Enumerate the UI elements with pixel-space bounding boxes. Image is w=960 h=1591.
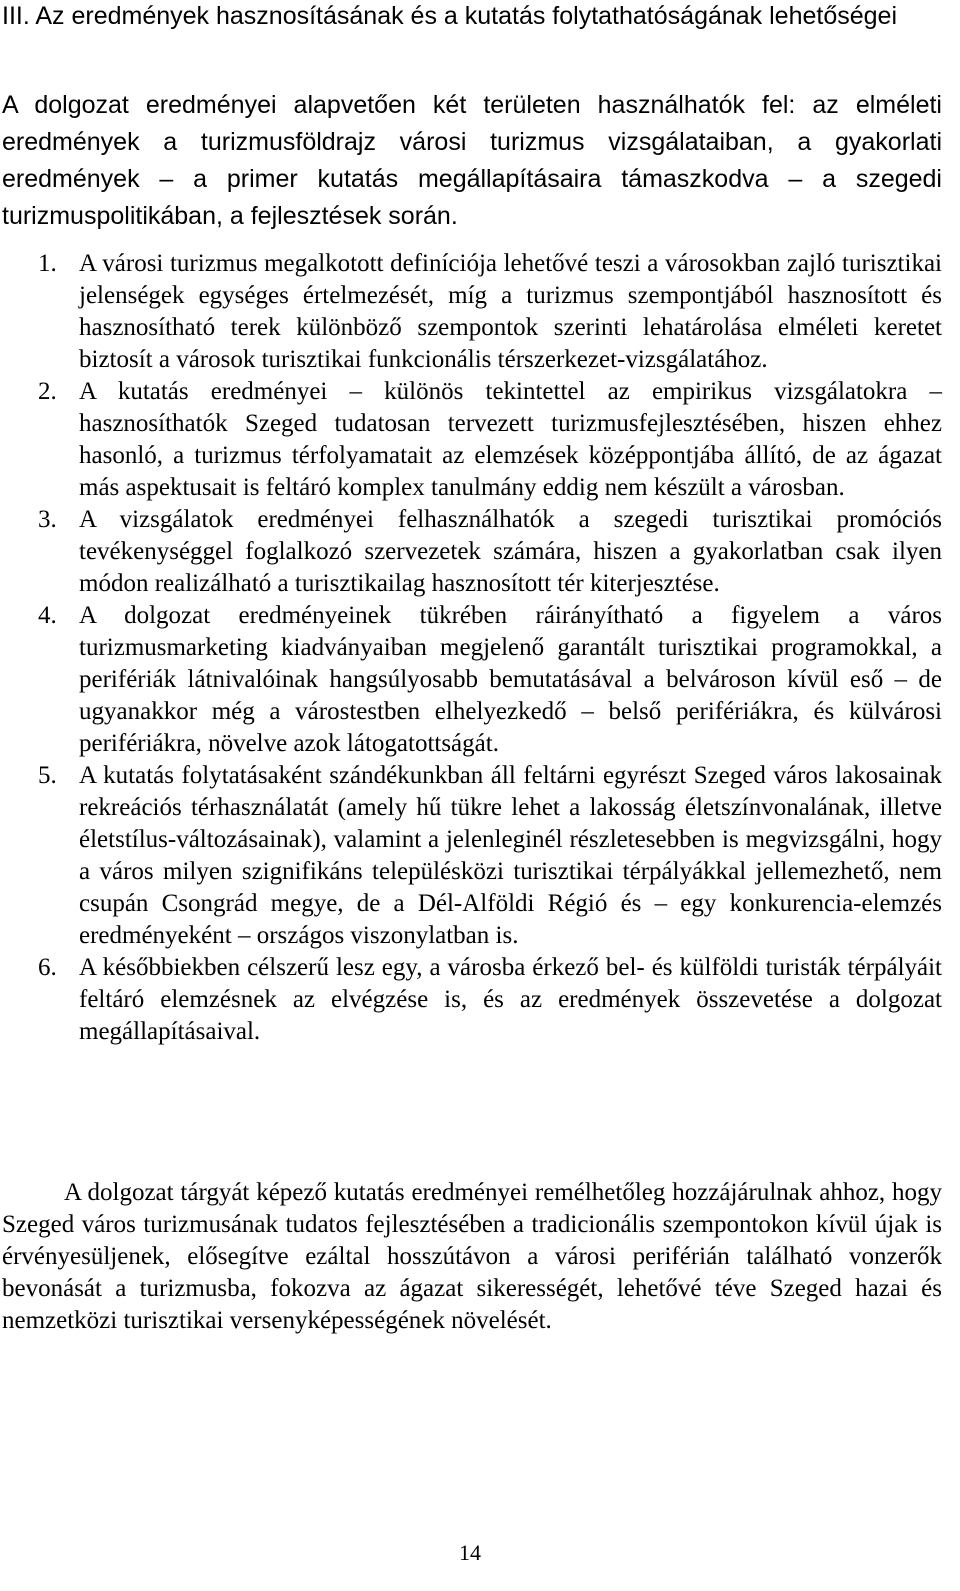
list-item xyxy=(2,952,942,1048)
list-item-number: 5. xyxy=(38,762,57,789)
list-item-text: A városi turizmus megalkotott definíciója lehetővé teszi a városokban zajló turisztikai jelenségek egységes értelmezését, míg a turizmus szempontjából hasznosított és hasznosítható terek különböző szempontok szerinti lehatárolása elméleti keretet biztosít a városok turisztikai funkcionális térszerkezet-vizsgálatához. xyxy=(79,250,942,373)
section-heading: III. Az eredmények hasznosításának és a kutatás folytathatóságának lehetőségei xyxy=(2,2,898,30)
list-item xyxy=(2,248,942,376)
list-item-number: 6. xyxy=(38,954,57,981)
list-item-text: A vizsgálatok eredményei felhasználhatók a szegedi turisztikai promóciós tevékenységgel foglalkozó szervezetek számára, hiszen a gyakorlatban csak ilyen módon realizálható a turisztikailag hasznosított tér kiterjesztése. xyxy=(79,506,942,597)
page-number: 14 xyxy=(459,1540,481,1565)
list-item xyxy=(2,600,942,760)
list-item xyxy=(2,504,942,600)
list-item-number: 3. xyxy=(38,506,57,533)
list-item xyxy=(2,760,942,952)
list-item-number: 2. xyxy=(38,378,57,405)
conclusion-paragraph: A dolgozat tárgyát képező kutatás eredményei remélhetőleg hozzájárulnak ahhoz, hogy Szeged város turizmusának tudatos fejlesztésében a tradicionális szempontokon kívül újak is érvényesüljenek, elősegítve ezáltal hosszútávon a városi periférián található vonzerők bevonását a turizmusba, fokozva az ágazat sikerességét, lehetővé téve Szeged hazai és nemzetközi turisztikai versenyképességének növelését. xyxy=(2,1179,942,1334)
list-item-text: A kutatás folytatásaként szándékunkban áll feltárni egyrészt Szeged város lakosainak rekreációs térhasználatát (amely hű tükre lehet a lakosság életszínvonalának, illetve életstílus-változásainak), valamint a jelenleginél részletesebben is megvizsgálni, hogy a város milyen szignifikáns településközi turisztikai térpályákkal jellemezhető, nem csupán Csongrád megye, de a Dél-Alföldi Régió és – egy konkurencia-elemzés eredményeként – országos viszonylatban is. xyxy=(79,762,942,949)
intro-paragraph: A dolgozat eredményei alapvetően két területen használhatók fel: az elméleti eredmények a turizmusföldrajz városi turizmus vizsgálataiban, a gyakorlati eredmények – a primer kutatás megállapításaira támaszkodva – a szegedi turizmuspolitikában, a fejlesztések során. xyxy=(2,91,942,230)
list-item-number: 1. xyxy=(38,250,57,277)
list-item-number: 4. xyxy=(38,602,57,629)
list-item-text: A későbbiekben célszerű lesz egy, a városba érkező bel- és külföldi turisták térpályáit feltáró elemzésnek az elvégzése is, és az eredmények összevetése a dolgozat megállapításaival. xyxy=(79,954,942,1045)
list-item xyxy=(2,376,942,504)
results-list xyxy=(2,248,942,1048)
list-item-text: A dolgozat eredményeinek tükrében ráirányítható a figyelem a város turizmusmarketing kiadványaiban megjelenő garantált turisztikai programokkal, a perifériák látnivalóinak hangsúlyosabb bemutatásával a belvároson kívül eső – de ugyanakkor még a várostestben elhelyezkedő – belső perifériákra, és külvárosi perifériákra, növelve azok látogatottságát. xyxy=(79,602,942,757)
list-item-text: A kutatás eredményei – különös tekintettel az empirikus vizsgálatokra – hasznosíthatók Szeged tudatosan tervezett turizmusfejlesztésében, hiszen ehhez hasonló, a turizmus térfolyamatait az elemzések középpontjába állító, de az ágazat más aspektusait is feltáró komplex tanulmány eddig nem készült a városban. xyxy=(79,378,942,501)
